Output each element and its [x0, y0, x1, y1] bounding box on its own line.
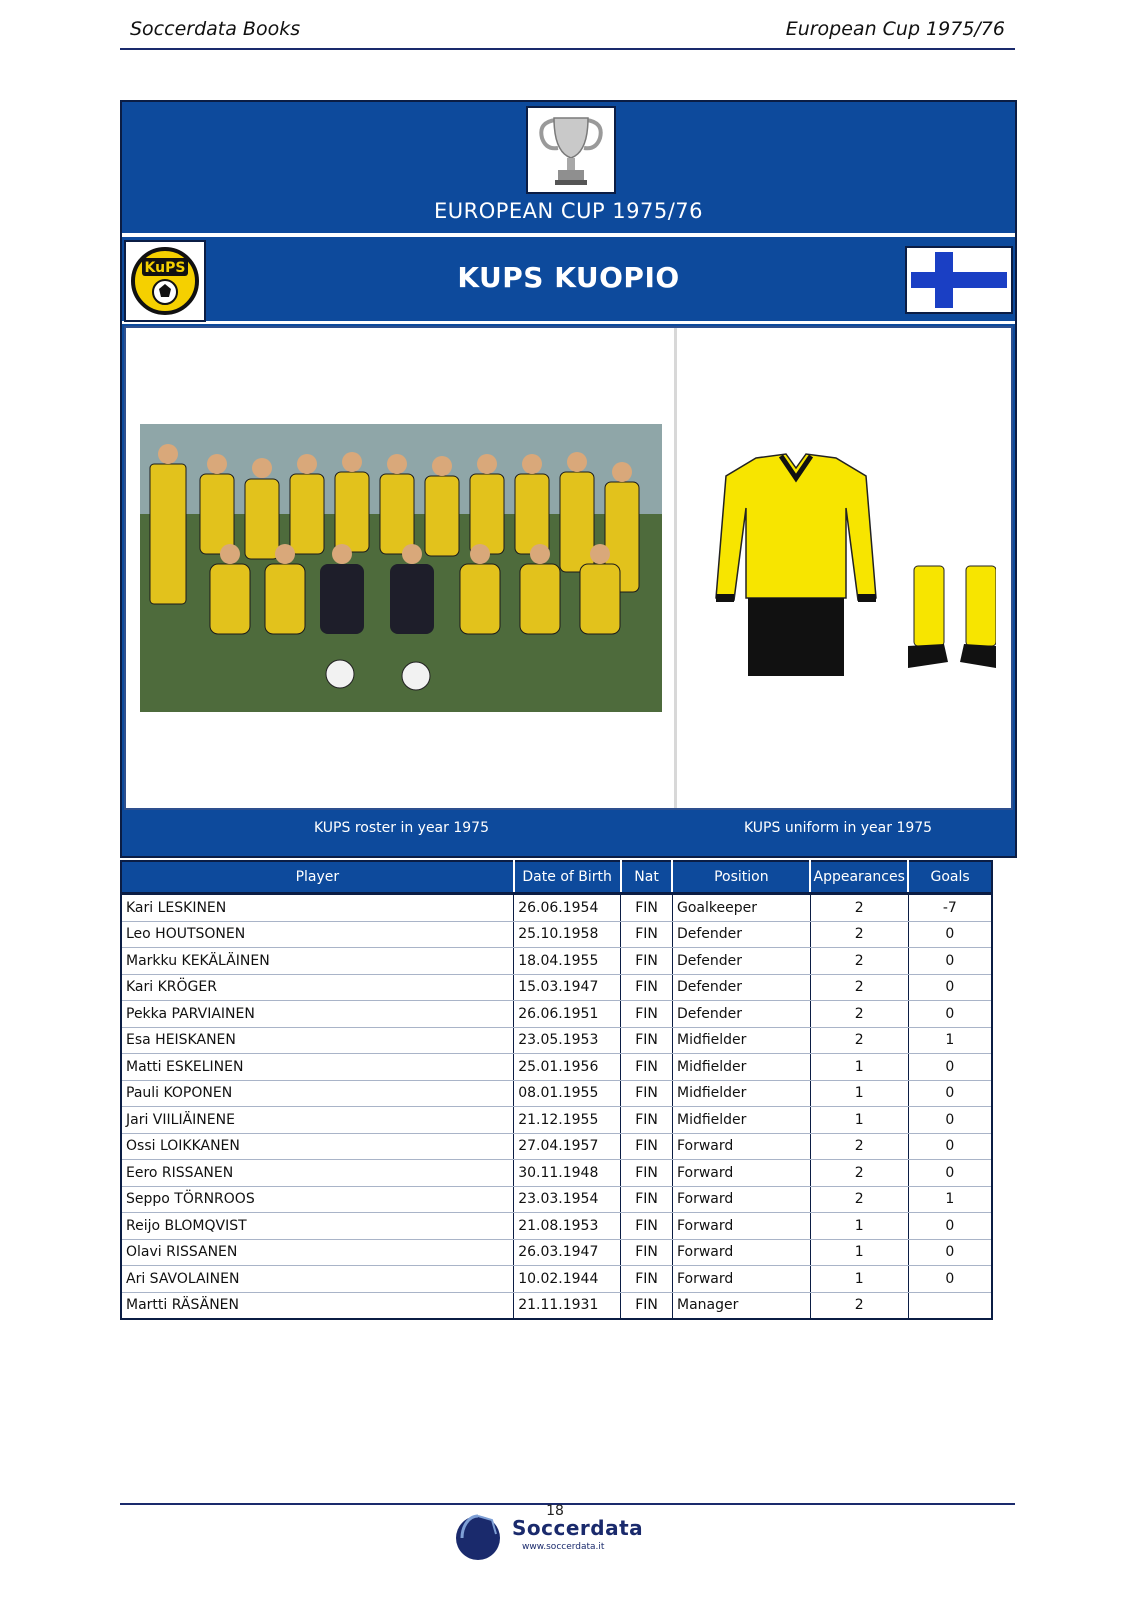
roster-table — [120, 860, 993, 1320]
player-name-cell: Ari SAVOLAINEN — [121, 1266, 514, 1293]
soccerdata-logo — [452, 1508, 644, 1564]
footer-brand: Soccerdata — [512, 1516, 644, 1540]
table-row — [121, 1239, 992, 1266]
goals-cell: 1 — [908, 1027, 992, 1054]
goals-cell: 0 — [908, 1213, 992, 1240]
player-name-cell: Jari VIILIÄINENE — [121, 1107, 514, 1134]
appearances-cell: 1 — [810, 1054, 908, 1081]
position-cell: Forward — [672, 1186, 810, 1213]
appearances-cell: 1 — [810, 1107, 908, 1134]
date-of-birth-cell: 27.04.1957 — [514, 1133, 621, 1160]
col-header-player: Player — [121, 861, 514, 894]
player-name-cell: Martti RÄSÄNEN — [126, 1297, 239, 1314]
nationality-cell: FIN — [621, 894, 673, 922]
goals-cell: 0 — [908, 1266, 992, 1293]
nationality-cell: FIN — [621, 948, 673, 975]
appearances-cell: 2 — [810, 948, 908, 975]
team-band — [122, 237, 1015, 324]
appearances-cell: 2 — [810, 1160, 908, 1187]
table-row — [121, 1054, 992, 1081]
header-publisher: Soccerdata Books — [130, 18, 301, 40]
col-header-nat: Nat — [621, 861, 673, 894]
uniform-illustration — [686, 448, 996, 688]
date-of-birth-cell: 15.03.1947 — [514, 974, 621, 1001]
images-panel — [124, 326, 1013, 810]
competition-band — [122, 102, 1015, 237]
appearances-cell: 2 — [810, 894, 908, 922]
trophy-icon — [526, 106, 616, 194]
appearances-cell: 1 — [810, 1213, 908, 1240]
position-cell: Forward — [672, 1160, 810, 1187]
table-row — [121, 894, 992, 922]
team-photo — [140, 424, 662, 712]
table-row — [121, 1107, 992, 1134]
appearances-cell: 2 — [810, 1027, 908, 1054]
date-of-birth-cell: 26.03.1947 — [514, 1239, 621, 1266]
date-of-birth-cell: 25.10.1958 — [514, 921, 621, 948]
nationality-cell: FIN — [621, 1160, 673, 1187]
col-header-dob: Date of Birth — [514, 861, 621, 894]
team-card — [120, 100, 1017, 858]
roster-caption: KUPS roster in year 1975 — [314, 820, 489, 836]
date-of-birth-cell: 10.02.1944 — [514, 1266, 621, 1293]
goals-cell: 0 — [908, 1080, 992, 1107]
table-row — [121, 1133, 992, 1160]
nationality-cell: FIN — [621, 1266, 673, 1293]
goals-cell — [908, 1292, 992, 1319]
goals-cell: 0 — [908, 974, 992, 1001]
appearances-cell: 1 — [810, 1266, 908, 1293]
nationality-cell: FIN — [621, 974, 673, 1001]
col-header-goals: Goals — [908, 861, 992, 894]
nationality-cell: FIN — [621, 1239, 673, 1266]
table-row — [121, 1160, 992, 1187]
table-row — [121, 1292, 992, 1319]
player-name-cell: Olavi RISSANEN — [121, 1239, 514, 1266]
appearances-cell: 2 — [810, 1001, 908, 1028]
goals-cell: 0 — [908, 1054, 992, 1081]
team-name: KUPS KUOPIO — [457, 261, 680, 294]
date-of-birth-cell: 18.04.1955 — [514, 948, 621, 975]
page-number: 18 — [546, 1503, 564, 1519]
uniform-caption: KUPS uniform in year 1975 — [744, 820, 933, 836]
appearances-cell: 2 — [810, 1292, 908, 1319]
position-cell: Defender — [672, 1001, 810, 1028]
position-cell: Forward — [672, 1133, 810, 1160]
position-cell: Forward — [672, 1213, 810, 1240]
player-name-cell: Matti ESKELINEN — [121, 1054, 514, 1081]
table-row — [121, 1186, 992, 1213]
appearances-cell: 1 — [810, 1239, 908, 1266]
goals-cell: 0 — [908, 1160, 992, 1187]
nationality-cell: FIN — [621, 1292, 673, 1319]
player-name-cell: Ossi LOIKKANEN — [121, 1133, 514, 1160]
goals-cell: -7 — [908, 894, 992, 922]
player-name-cell: Seppo TÖRNROOS — [121, 1186, 514, 1213]
goals-cell: 0 — [908, 948, 992, 975]
nationality-cell: FIN — [621, 1133, 673, 1160]
table-row — [121, 948, 992, 975]
position-cell: Midfielder — [672, 1080, 810, 1107]
nationality-cell: FIN — [621, 1001, 673, 1028]
nationality-cell: FIN — [621, 1186, 673, 1213]
date-of-birth-cell: 23.05.1953 — [514, 1027, 621, 1054]
finland-flag-icon — [905, 246, 1013, 314]
goals-cell: 0 — [908, 921, 992, 948]
appearances-cell: 2 — [810, 974, 908, 1001]
goals-cell: 0 — [908, 1239, 992, 1266]
position-cell: Forward — [672, 1239, 810, 1266]
roster-header-row — [121, 861, 992, 894]
position-cell: Defender — [672, 921, 810, 948]
position-cell: Midfielder — [672, 1054, 810, 1081]
date-of-birth-cell: 25.01.1956 — [514, 1054, 621, 1081]
player-name-cell: Esa HEISKANEN — [121, 1027, 514, 1054]
position-cell: Midfielder — [672, 1027, 810, 1054]
position-cell: Goalkeeper — [672, 894, 810, 922]
goals-cell: 0 — [908, 1001, 992, 1028]
date-of-birth-cell: 26.06.1951 — [514, 1001, 621, 1028]
goals-cell: 1 — [908, 1186, 992, 1213]
position-cell: Midfielder — [672, 1107, 810, 1134]
player-name-cell: Kari LESKINEN — [121, 894, 514, 922]
position-cell: Defender — [672, 974, 810, 1001]
nationality-cell: FIN — [621, 1027, 673, 1054]
col-header-appearances: Appearances — [810, 861, 908, 894]
competition-title: EUROPEAN CUP 1975/76 — [433, 199, 704, 223]
image-divider — [674, 328, 677, 808]
goals-cell: 0 — [908, 1107, 992, 1134]
date-of-birth-cell: 08.01.1955 — [514, 1080, 621, 1107]
appearances-cell: 2 — [810, 1186, 908, 1213]
player-name-cell: Markku KEKÄLÄINEN — [121, 948, 514, 975]
date-of-birth-cell: 23.03.1954 — [514, 1186, 621, 1213]
player-name-cell: Eero RISSANEN — [121, 1160, 514, 1187]
table-row — [121, 1266, 992, 1293]
table-row — [121, 1213, 992, 1240]
footer-url: www.soccerdata.it — [522, 1542, 605, 1552]
player-name-cell: Pekka PARVIAINEN — [121, 1001, 514, 1028]
player-name-cell: Leo HOUTSONEN — [121, 921, 514, 948]
table-row — [121, 921, 992, 948]
date-of-birth-cell: 21.08.1953 — [514, 1213, 621, 1240]
nationality-cell: FIN — [621, 1213, 673, 1240]
table-row — [121, 974, 992, 1001]
date-of-birth-cell: 21.11.1931 — [514, 1292, 621, 1319]
player-name-cell: Kari KRÖGER — [121, 974, 514, 1001]
date-of-birth-cell: 21.12.1955 — [514, 1107, 621, 1134]
nationality-cell: FIN — [621, 921, 673, 948]
position-cell: Manager — [672, 1292, 810, 1319]
date-of-birth-cell: 30.11.1948 — [514, 1160, 621, 1187]
nationality-cell: FIN — [621, 1107, 673, 1134]
table-row — [121, 1080, 992, 1107]
date-of-birth-cell: 26.06.1954 — [514, 894, 621, 922]
position-cell: Defender — [672, 948, 810, 975]
player-name-cell: Reijo BLOMQVIST — [121, 1213, 514, 1240]
caption-band — [122, 812, 1015, 856]
page-header — [120, 14, 1015, 50]
col-header-position: Position — [672, 861, 810, 894]
nationality-cell: FIN — [621, 1054, 673, 1081]
position-cell: Forward — [672, 1266, 810, 1293]
player-name-cell: Pauli KOPONEN — [121, 1080, 514, 1107]
appearances-cell: 2 — [810, 1133, 908, 1160]
appearances-cell: 1 — [810, 1080, 908, 1107]
nationality-cell: FIN — [621, 1080, 673, 1107]
table-row — [121, 1027, 992, 1054]
goals-cell: 0 — [908, 1133, 992, 1160]
svg-text:KuPS: KuPS — [144, 260, 186, 276]
globe-icon — [452, 1508, 508, 1564]
appearances-cell: 2 — [810, 921, 908, 948]
table-row — [121, 1001, 992, 1028]
header-book-title: European Cup 1975/76 — [785, 18, 1005, 40]
